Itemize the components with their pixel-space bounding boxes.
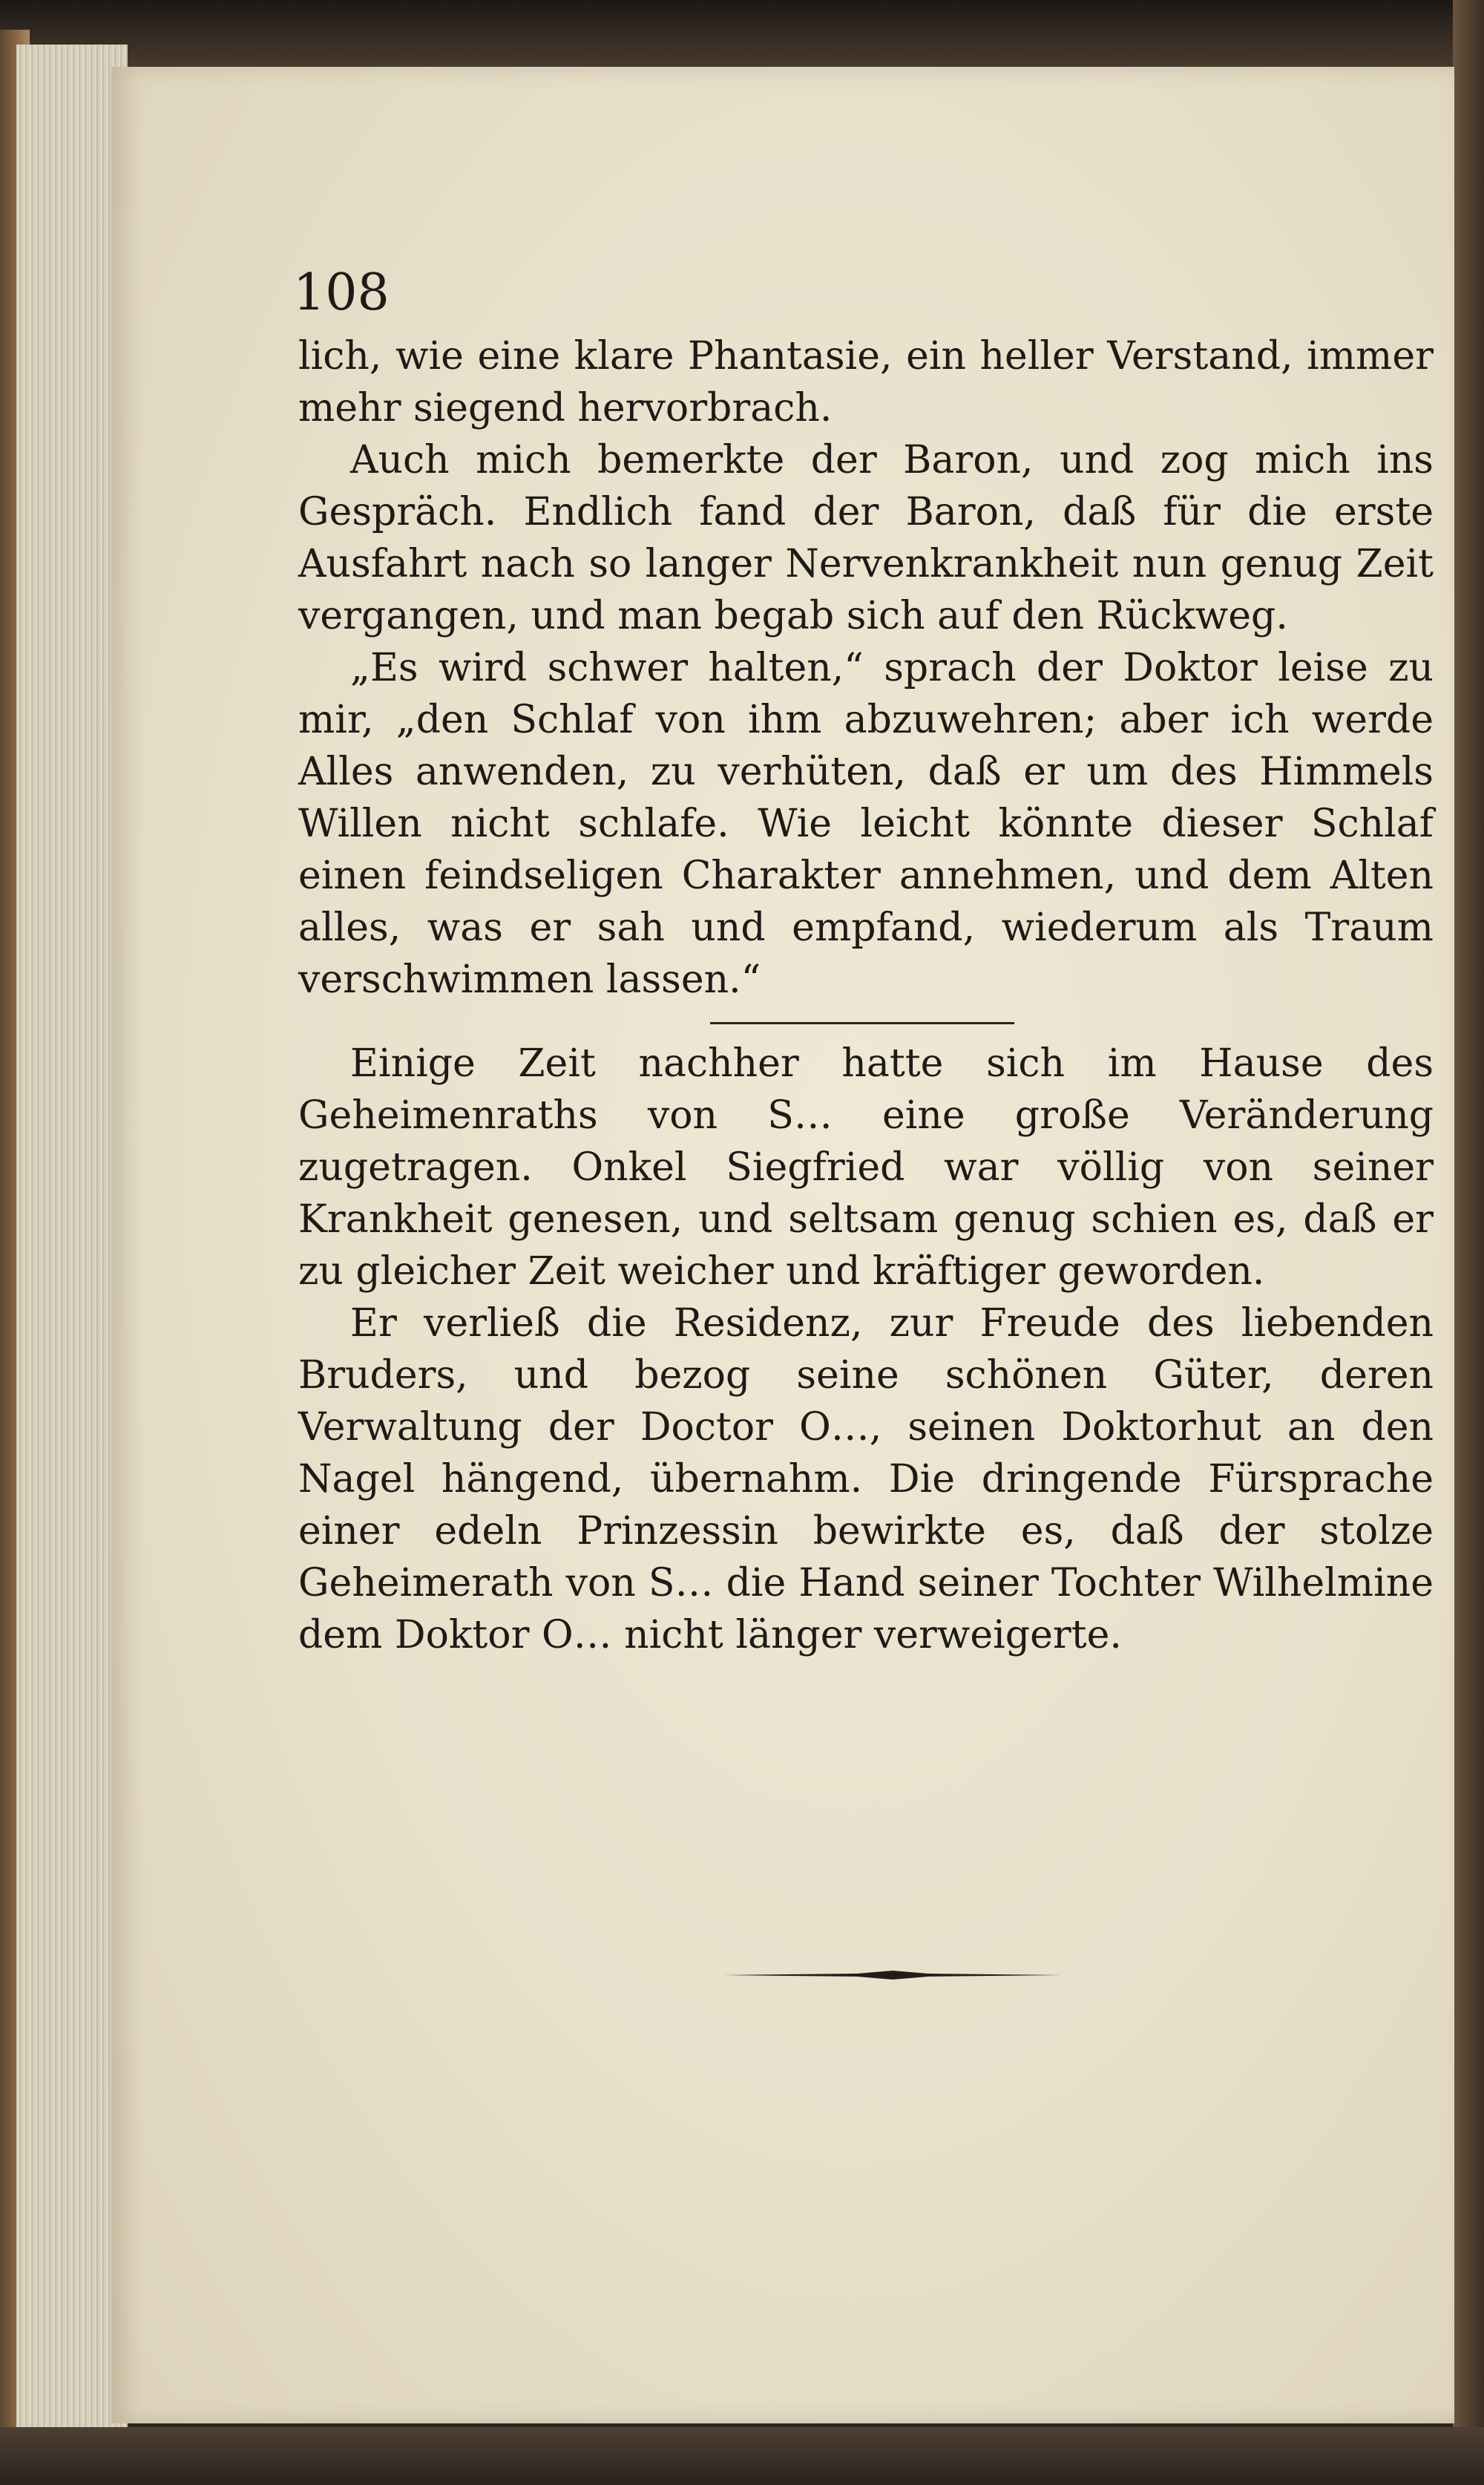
end-ornament-icon xyxy=(723,1971,1061,1980)
paragraph: Einige Zeit nachher hatte sich im Hause des Geheimenraths von S… eine große Veränderung zugetragen. Onkel Siegfried war völlig von seiner Krankheit genesen, und seltsam genug schien es, daß er zu gleicher Zeit weicher und kräftiger geworden. xyxy=(298,1041,1434,1294)
book-right-edge xyxy=(1453,0,1484,2485)
paragraph: Er verließ die Residenz, zur Freude des liebenden Bruders, und bezog seine schönen Güter, deren Verwaltung der Doctor O…, seinen Doktorhut an den Nagel hängend, übernahm. Die dringende Fürsprache einer edeln Prinzessin bewirkte es, daß der stolze Geheimerath von S… die Hand seiner Tochter Wilhelmine dem Doktor O… nicht länger verweigerte. xyxy=(298,1301,1434,1657)
section-divider xyxy=(710,1022,1014,1024)
paragraph: lich, wie eine klare Phantasie, ein heller Verstand, immer mehr siegend hervorbrach. xyxy=(298,334,1434,430)
page-number: 108 xyxy=(293,263,390,322)
end-ornament-rule xyxy=(723,1971,1061,1980)
page-text xyxy=(298,330,1434,1661)
book-binding-top xyxy=(0,0,1484,74)
paragraph: „Es wird schwer halten,“ sprach der Doktor leise zu mir, „den Schlaf von ihm abzuwehren; aber ich werde Alles anwenden, zu verhüten, daß er um des Himmels Willen nicht schlafe. Wie leicht könnte dieser Schlaf einen feindseligen Charakter annehmen, und dem Alten alles, was er sah und empfand, wiederum als Traum verschwimmen lassen.“ xyxy=(298,646,1434,1002)
paragraph: Auch mich bemerkte der Baron, und zog mich ins Gespräch. Endlich fand der Baron, daß für die erste Ausfahrt nach so langer Nervenkrankheit nun genug Zeit vergangen, und man begab sich auf den Rückweg. xyxy=(298,438,1434,638)
book-binding-bottom xyxy=(0,2427,1484,2485)
